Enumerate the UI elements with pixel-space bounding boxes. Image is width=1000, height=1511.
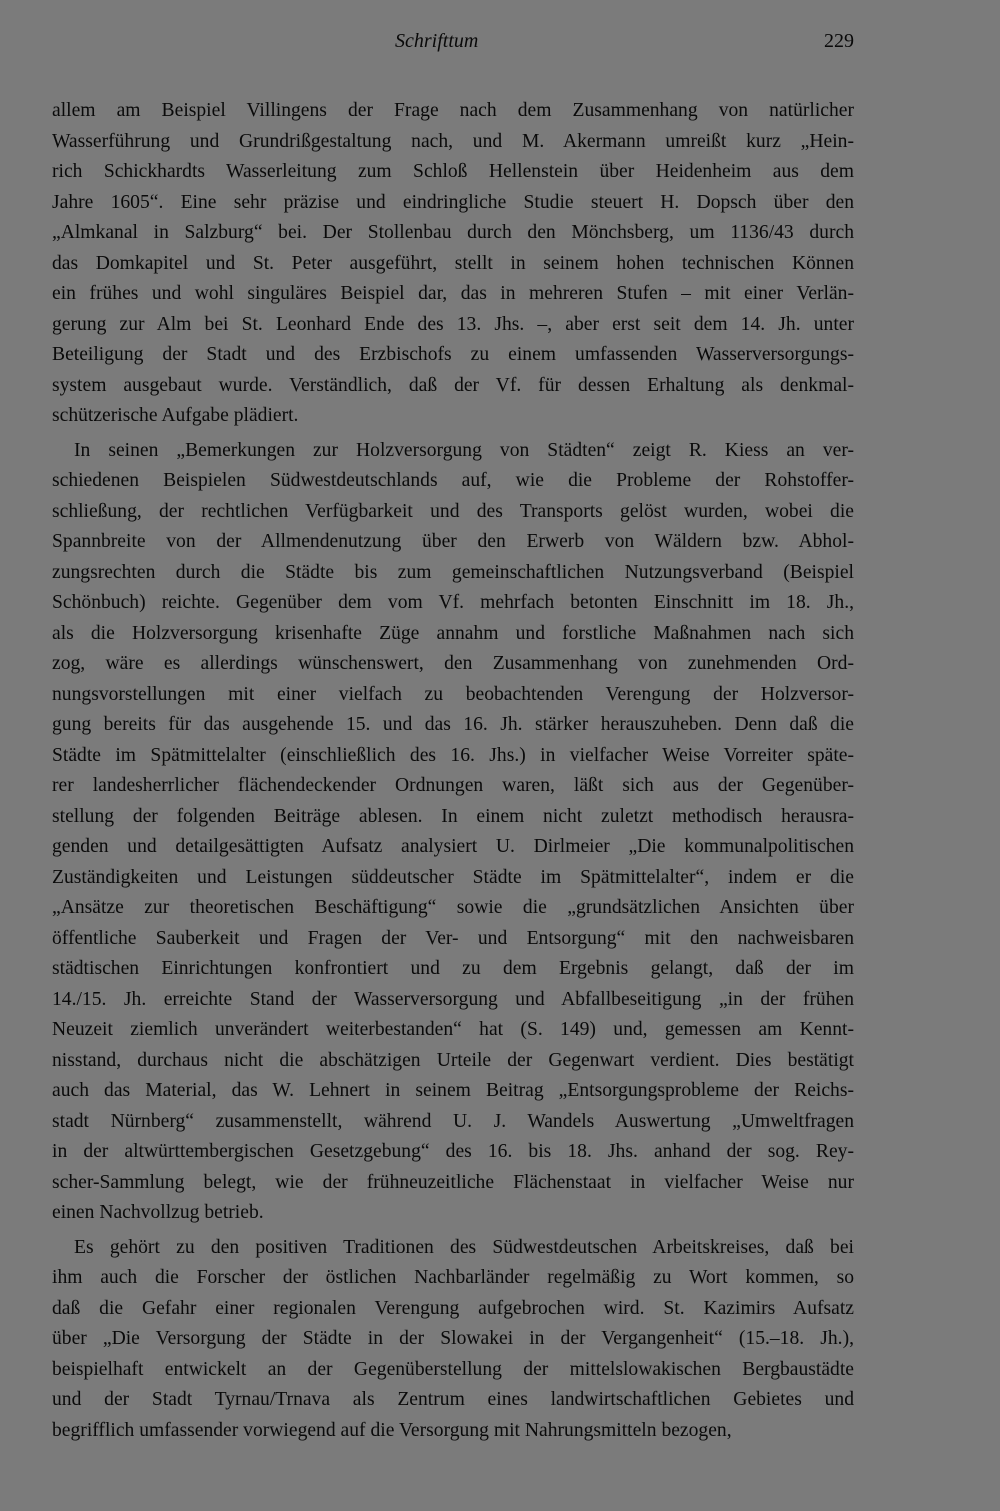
text-line: In seinen „Bemerkungen zur Holzversorgung von Städten“ zeigt R. Kiess an ver-	[74, 439, 854, 461]
text-line: Spannbreite von der Allmendenutzung über den Erwerb von Wäldern bzw. Abhol-	[52, 531, 854, 552]
text-line: und der Stadt Tyrnau/Trnava als Zentrum eines landwirtschaftlichen Gebietes und	[52, 1389, 854, 1410]
text-line: ihm auch die Forscher der östlichen Nachbarländer regelmäßig zu Wort kommen, so	[52, 1267, 854, 1288]
text-line: 14./15. Jh. erreichte Stand der Wasserversorgung und Abfallbeseitigung „in der frühen	[52, 988, 854, 1010]
text-line: system ausgebaut wurde. Verständlich, daß der Vf. für dessen Erhaltung als denkmal-	[52, 374, 854, 396]
text-line: Städte im Spätmittelalter (einschließlich des 16. Jhs.) in vielfacher Weise Vorreiter späte-	[52, 744, 854, 766]
text-line: allem am Beispiel Villingens der Frage nach dem Zusammenhang von natürlicher	[52, 100, 854, 121]
text-line: nisstand, durchaus nicht die abschätzigen Urteile der Gegenwart verdient. Dies bestätigt	[52, 1049, 854, 1071]
text-line: beispielhaft entwickelt an der Gegenüberstellung der mittelslowakischen Bergbaustädte	[52, 1358, 854, 1380]
text-line: auch das Material, das W. Lehnert in seinem Beitrag „Entsorgungsprobleme der Reichs-	[52, 1080, 854, 1101]
text-line: städtischen Einrichtungen konfrontiert und zu dem Ergebnis gelangt, daß der im	[52, 958, 854, 979]
text-line: einen Nachvollzug betrieb.	[52, 1202, 264, 1223]
text-line: zungsrechten durch die Städte bis zum gemeinschaftlichen Nutzungsverband (Beispiel	[52, 561, 854, 583]
page-number: 229	[824, 30, 854, 52]
text-line: schließung, der rechtlichen Verfügbarkeit und des Transports gelöst wurden, wobei die	[52, 500, 854, 522]
body-text	[52, 96, 854, 1446]
text-line: schiedenen Beispielen Südwestdeutschlands auf, wie die Probleme der Rohstoffer-	[52, 470, 854, 491]
text-line: öffentliche Sauberkeit und Fragen der Ver- und Entsorgung“ mit den nachweisbaren	[52, 927, 854, 949]
text-line: Beteiligung der Stadt und des Erzbischofs zu einem umfassenden Wasserversorgungs-	[52, 344, 854, 365]
text-line: stellung der folgenden Beiträge ablesen. In einem nicht zuletzt methodisch herausra-	[52, 805, 854, 827]
paragraph	[52, 1233, 854, 1447]
text-line: schützerische Aufgabe plädiert.	[52, 405, 299, 426]
text-line: „Almkanal in Salzburg“ bei. Der Stollenbau durch den Mönchsberg, um 1136/43 durch	[52, 222, 854, 243]
text-line: Zuständigkeiten und Leistungen süddeutscher Städte im Spätmittelalter“, indem er die	[52, 866, 854, 888]
text-line: Jahre 1605“. Eine sehr präzise und eindringliche Studie steuert H. Dopsch über den	[52, 191, 854, 213]
text-line: zog, wäre es allerdings wünschenswert, den Zusammenhang von zunehmenden Ord-	[52, 653, 854, 674]
paragraph	[52, 436, 854, 1229]
running-head: Schrifttum	[395, 30, 479, 52]
text-line: rich Schickhardts Wasserleitung zum Schloß Hellenstein über Heidenheim aus dem	[52, 161, 854, 182]
text-line: „Ansätze zur theoretischen Beschäftigung“ sowie die „grundsätzlichen Ansichten über	[52, 897, 854, 918]
text-line: gerung zur Alm bei St. Leonhard Ende des 13. Jhs. –, aber erst seit dem 14. Jh. unter	[52, 313, 854, 335]
text-line: Neuzeit ziemlich unverändert weiterbestanden“ hat (S. 149) und, gemessen am Kennt-	[52, 1019, 854, 1040]
text-line: scher-Sammlung belegt, wie der frühneuzeitliche Flächenstaat in vielfacher Weise nur	[52, 1171, 854, 1193]
text-line: gung bereits für das ausgehende 15. und das 16. Jh. stärker herauszuheben. Denn daß die	[52, 714, 854, 735]
text-line: rer landesherrlicher flächendeckender Ordnungen waren, läßt sich aus der Gegenüber-	[52, 775, 854, 796]
text-line: Schönbuch) reichte. Gegenüber dem vom Vf. mehrfach betonten Einschnitt im 18. Jh.,	[52, 592, 854, 613]
text-line: das Domkapitel und St. Peter ausgeführt, stellt in seinem hohen technischen Können	[52, 252, 854, 274]
page-header	[395, 30, 854, 60]
text-line: in der altwürttembergischen Gesetzgebung“ des 16. bis 18. Jhs. anhand der sog. Rey-	[52, 1141, 854, 1162]
text-line: nungsvorstellungen mit einer vielfach zu beobachtenden Verengung der Holzversor-	[52, 683, 854, 705]
text-line: stadt Nürnberg“ zusammenstellt, während U. J. Wandels Auswertung „Umweltfragen	[52, 1110, 854, 1132]
text-line: über „Die Versorgung der Städte in der Slowakei in der Vergangenheit“ (15.–18. Jh.),	[52, 1328, 854, 1349]
text-line: begrifflich umfassender vorwiegend auf die Versorgung mit Nahrungsmitteln bezogen,	[52, 1419, 732, 1441]
text-line: genden und detailgesättigten Aufsatz analysiert U. Dirlmeier „Die kommunalpolitischen	[52, 836, 854, 857]
paragraph	[52, 96, 854, 432]
text-line: ein frühes und wohl singuläres Beispiel dar, das in mehreren Stufen – mit einer Verlän-	[52, 283, 854, 304]
text-line: als die Holzversorgung krisenhafte Züge annahm und forstliche Maßnahmen nach sich	[52, 622, 854, 644]
text-line: daß die Gefahr einer regionalen Verengung aufgebrochen wird. St. Kazimirs Aufsatz	[52, 1297, 854, 1319]
text-line: Wasserführung und Grundrißgestaltung nach, und M. Akermann umreißt kurz „Hein-	[52, 130, 854, 152]
text-line: Es gehört zu den positiven Traditionen des Südwestdeutschen Arbeitskreises, daß bei	[74, 1236, 854, 1258]
